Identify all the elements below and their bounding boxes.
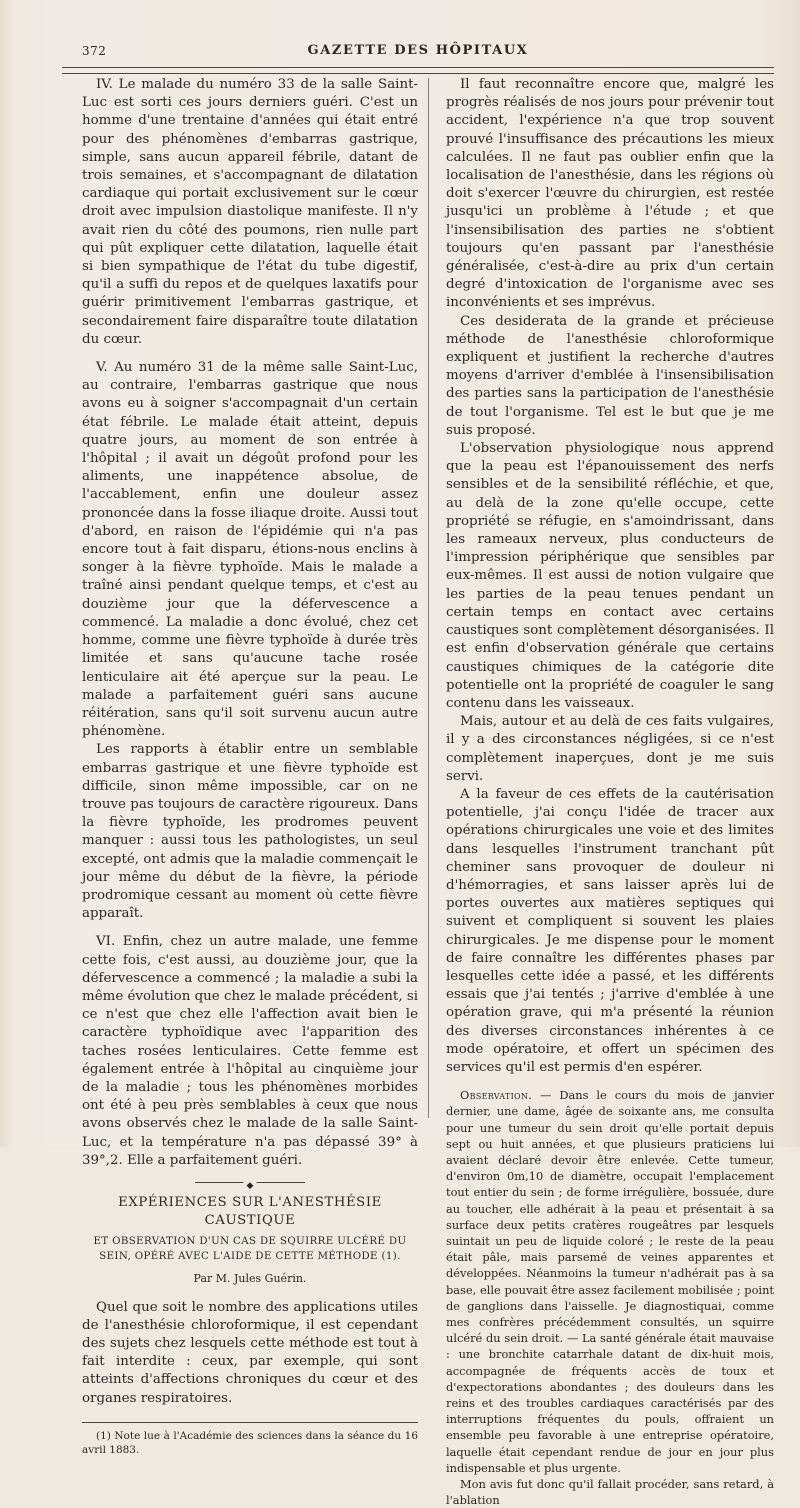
paragraph-case-v-discussion: Les rapports à établir entre un semblable embarras gastrique et une fièvre typhoïde est difficile, sinon même impossible, car on ne trouve pas toujours de caractère rigoureux. Dans la fièvre typhoïde, les prodromes peuvent manquer : aussi tous les pathologistes, un seul excepté, ont admis que la maladie commençait le jour même du début de la fièvre, la période prodromique cessant au moment où cette fièvre apparaît. — [82, 742, 418, 922]
header-rule — [62, 67, 774, 74]
paragraph-article-intro: Quel que soit le nombre des applications utiles de l'anesthésie chloroformique, il est cependant des sujets chez lesquels cette méthode est tout à fait interdite : ceux, par exemple, qui sont atteints d'affections chroniques du cœur et des organes respiratoires. — [82, 1299, 418, 1406]
separator-ornament-icon: ◆ — [244, 1177, 257, 1195]
observation-text: — Dans le cours du mois de janvier dernier, une dame, âgée de soixante ans, me consulta pour une tumeur du sein droit qu'elle portait depuis sept ou huit années, et que plusieurs praticiens lui avaient déclaré devoir être enlevée. Cette tumeur, d'environ 0m,10 de diamètre, occupait l'emplacement tout entier du sein ; de forme irrégulière, bossuée, dure au toucher, elle adhérait à la peau et présentait à sa surface deux petits cratères rougeâtres par lesquels suintait un peu de liquide coloré ; le reste de la peau était pâle, mais parsemé de veines apparentes et développées. Néanmoins la tumeur n'adhérait pas à sa base, elle pouvait être assez facilement mobilisée ; point de ganglions dans l'aisselle. Je diagnostiquai, comme mes confrères précédemment consultés, un squirre ulcéré du sein droit. — La santé générale était mauvaise : une bronchite catarrhale datant de dix-huit mois, accompagnée de fréquents accès de toux et d'expectorations abondantes ; des douleurs dans les reins et des troubles cardiaques caractérisés par des interruptions fréquentes du pouls, offraient un ensemble peu favorable à une entreprise opératoire, laquelle était cependant rendue de jour en jour plus indispensable et plus urgente. — [446, 1088, 774, 1475]
journal-title: GAZETTE DES HÔPITAUX — [307, 43, 529, 58]
page-number: 372 — [82, 44, 107, 58]
right-column — [446, 76, 774, 1508]
observation-block — [446, 1087, 774, 1508]
article-author: Par M. Jules Guérin. — [193, 1272, 307, 1286]
page-header — [62, 40, 774, 64]
observation-paragraph — [446, 1087, 774, 1476]
paragraph-right-5: A la faveur de ces effets de la cautérisation potentielle, j'ai conçu l'idée de tracer aux opérations chirurgicales une voie et des limites dans lesquelles l'instrument tranchant pût cheminer sans provoquer de douleur ni d'hémorragies, et sans laisser après lui de portes ouvertes aux matières septiques qui suivent et compliquent si souvent les plaies chirurgicales. Je me dispense pour le moment de faire connaître les différentes phases par lesquelles cette idée a passé, et les différents essais que j'ai tentés ; j'arrive d'emblée à une opération grave, qui m'a présenté la réunion des diverses circonstances inhérentes à ce mode opératoire, et offert un spécimen des services qu'il est permis d'en espérer. — [446, 786, 774, 1075]
paragraph-right-3: L'observation physiologique nous apprend que la peau est l'épanouissement des nerfs sensibles et de la sensibilité réfléchie, et que, au delà de la zone qu'elle occupe, cette propriété se réfugie, en s'amoindrissant, dans les rameaux nerveux, plus conducteurs de l'impression périphérique que sensibles par eux-mêmes. Il est aussi de notion vulgaire que les parties de la peau tenues pendant un certain temps en contact avec certains caustiques sont complètement désorganisées. Il est enfin d'observation générale que certains caustiques chimiques de la catégorie dite potentielle ont la propriété de coaguler le sang contenu dans les vaisseaux. — [446, 441, 774, 711]
footnote: (1) Note lue à l'Académie des sciences dans la séance du 16 avril 1883. — [82, 1429, 418, 1456]
article-subtitle: ET OBSERVATION D'UN CAS DE SQUIRRE ULCÉRÉ DU SEIN, OPÉRÉ AVEC L'AIDE DE CETTE MÉTHODE (1). — [93, 1236, 407, 1263]
paragraph-case-vi: VI. Enfin, chez un autre malade, une femme cette fois, c'est aussi, au douzième jour, que la défervescence a commencé ; la maladie a subi la même évolution que chez le malade précédent, si ce n'est que chez elle l'affection avait bien le caractère typhoïdique avec l'apparition des taches rosées lenticulaires. Cette femme est également entrée à l'hôpital au cinquième jour de la maladie ; tous les phénomènes morbides ont été à peu près semblables à ceux que nous avons observés chez le malade de la salle Saint-Luc, et la température n'a pas dépassé 39° à 39°,2. Elle a parfaitement guéri. — [82, 934, 418, 1168]
footnote-rule — [82, 1422, 418, 1423]
paragraph-right-2: Ces desiderata de la grande et précieuse méthode de l'anesthésie chloroformique expliquent et justifient la recherche d'autres moyens d'arriver d'emblée à l'insensibilisation des parties sans la participation de l'anesthésie de tout l'organisme. Tel est le but que je me suis proposé. — [446, 313, 774, 438]
column-divider — [428, 78, 429, 1118]
paragraph-case-v: V. Au numéro 31 de la même salle Saint-Luc, au contraire, l'embarras gastrique que nous avons eu à soigner s'accompagnait d'un certain état fébrile. Le malade était atteint, depuis quatre jours, au moment de son entrée à l'hôpital ; il avait un dégoût profond pour les aliments, une inappétence absolue, de l'accablement, enfin une douleur assez prononcée dans la fosse iliaque droite. Aussi tout d'abord, en raison de l'épidémie qui n'a pas encore tout à fait disparu, étions-nous enclins à songer à la fièvre typhoïde. Mais le malade a traîné ainsi pendant quelque temps, et c'est au douzième jour que la défervescence a commencé. La maladie a donc évolué, chez cet homme, comme une fièvre typhoïde à durée très limitée et sans qu'aucune tache rosée lenticulaire ait été aperçue sur la peau. Le malade a parfaitement guéri sans aucune réitération, sans qu'il soit survenu aucun autre phénomène. — [82, 360, 418, 740]
observation-last-line: Mon avis fut donc qu'il fallait procéder, sans retard, à l'ablation — [446, 1477, 774, 1508]
paragraph-right-4: Mais, autour et au delà de ces faits vulgaires, il y a des circonstances négligées, si ce n'est complètement inaperçues, dont je me suis servi. — [446, 714, 774, 784]
section-separator — [195, 1180, 305, 1191]
article-title: EXPÉRIENCES SUR L'ANESTHÉSIE CAUSTIQUE — [118, 1194, 382, 1229]
paragraph-right-1: Il faut reconnaître encore que, malgré les progrès réalisés de nos jours pour prévenir tout accident, l'expérience n'a que trop souvent prouvé l'insuffisance des précautions les mieux calculées. Il ne faut pas oublier enfin que la localisation de l'anesthésie, dans les régions où doit s'exercer l'œuvre du chirurgien, est restée jusqu'ici un problème à l'étude ; et que l'insensibilisation des parties ne s'obtient toujours qu'en passant par l'anesthésie généralisée, c'est-à-dire au prix d'un certain degré d'intoxication de l'organisme avec ses inconvénients et ses imprévus. — [446, 77, 774, 311]
observation-label: Observation. — [460, 1088, 533, 1103]
paragraph-case-iv: IV. Le malade du numéro 33 de la salle Saint-Luc est sorti ces jours derniers guéri. C'est un homme d'une trentaine d'années qui était entré pour des phénomènes d'embarras gastrique, simple, sans aucun appareil fébrile, datant de trois semaines, et s'accompagnant de dilatation cardiaque qui portait exclusivement sur le cœur droit avec impulsion diastolique manifeste. Il n'y avait rien du côté des poumons, rien nulle part qui pût expliquer cette dilatation, laquelle était si bien sympathique de l'état du tube digestif, qu'il a suffi du repos et de quelques laxatifs pour guérir primitivement l'embarras gastrique, et secondairement faire disparaître toute dilatation du cœur. — [82, 77, 418, 347]
left-column — [82, 76, 418, 1457]
